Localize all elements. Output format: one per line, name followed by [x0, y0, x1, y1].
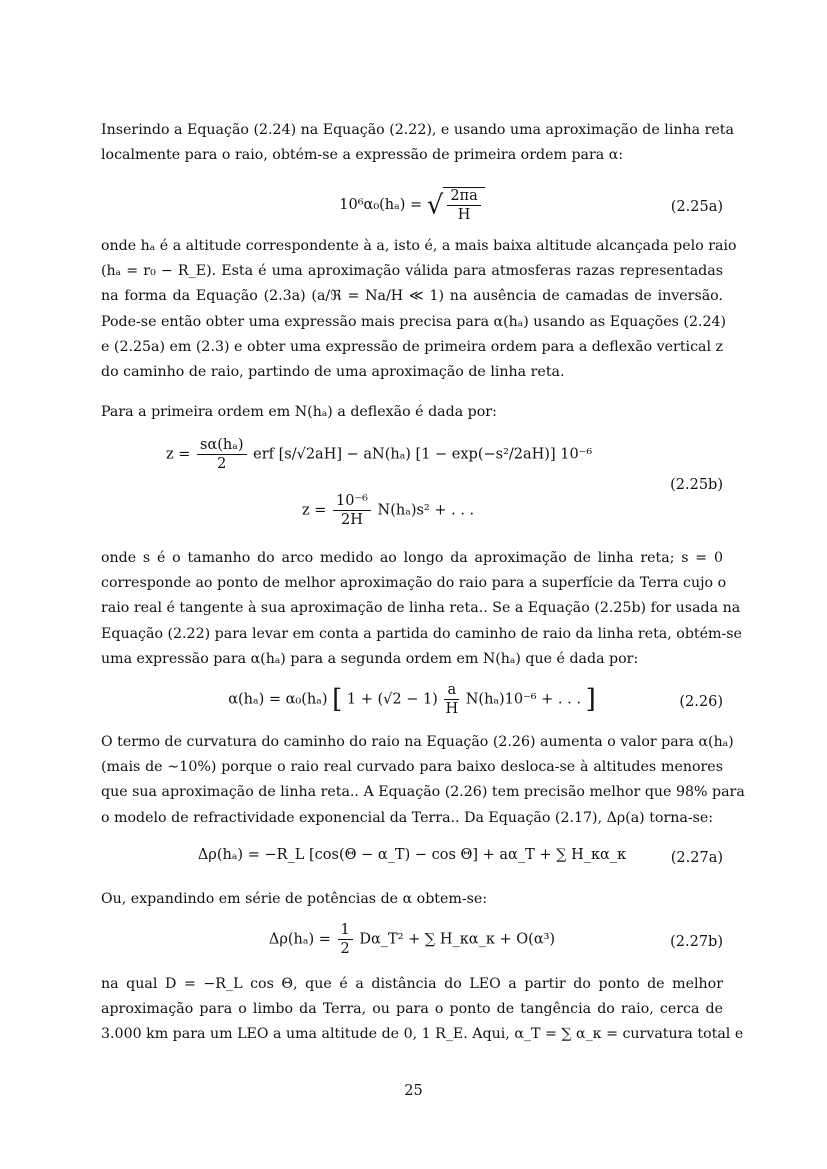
paragraph-2: [101, 234, 737, 385]
text-line: na qual D = −R_L cos Θ, que é a distância do LEO a partir do ponto de melhor: [101, 976, 723, 992]
text-line: O termo de curvatura do caminho do raio na Equação (2.26) aumenta o valor para α(hₐ): [101, 734, 734, 750]
text-line: do caminho de raio, partindo de uma aproximação de linha reta.: [101, 364, 565, 381]
equation-number: (2.27b): [670, 934, 723, 950]
paragraph-4: [101, 546, 742, 672]
equation-number: (2.25a): [670, 199, 723, 215]
fraction-denominator: H: [445, 701, 459, 717]
text-line: uma expressão para α(hₐ) para a segunda ordem em N(hₐ) que é dada por:: [101, 650, 639, 667]
fraction-numerator: 2πa: [447, 188, 480, 206]
square-root: √ $\frac{2\pi a}{H}$: [427, 187, 485, 223]
text-line: corresponde ao ponto de melhor aproximação do raio para a superfície da Terra cujo o: [101, 575, 727, 592]
equation-2-27a: [101, 843, 723, 873]
equation-number: (2.26): [679, 694, 723, 710]
equation-lhs: α(hₐ) = α₀(hₐ): [228, 691, 328, 708]
paragraph-5: [101, 730, 745, 831]
equation-pre: 1 + (√2 − 1): [346, 691, 438, 708]
fraction-denominator: 2: [217, 456, 227, 472]
paragraph-6: [101, 887, 723, 912]
text-line: Para a primeira ordem em N(hₐ) a deflexão é dada por:: [101, 404, 497, 420]
text-line: o modelo de refractividade exponencial da Terra.. Da Equação (2.17), Δρ(a) torna-se:: [101, 809, 714, 826]
equation-2-25b: [101, 437, 723, 533]
text-line: e (2.25a) em (2.3) e obter uma expressão de primeira ordem para a deflexão vertical z: [101, 338, 723, 355]
text-line: Ou, expandindo em série de potências de α obtem-se:: [101, 891, 488, 907]
text-line: na forma da Equação (2.3a) (a/ℜ = Na/H ≪ 1) na ausência de camadas de inversão.: [101, 288, 723, 305]
equation-lhs: Δρ(hₐ) =: [268, 931, 331, 948]
text-line: localmente para o raio, obtém-se a expressão de primeira ordem para α:: [101, 147, 624, 164]
text-line: onde hₐ é a altitude correspondente à a, isto é, a mais baixa altitude alcançada pelo raio: [101, 238, 737, 254]
equation-lhs: 10⁶α₀(hₐ) =: [339, 197, 423, 213]
equation-lhs: z =: [302, 502, 327, 519]
text-line: Equação (2.22) para levar em conta a partida do caminho de raio da linha reta, obtém-se: [101, 625, 742, 642]
fraction-numerator: sα(hₐ): [197, 437, 246, 455]
text-line: (hₐ = r₀ − R_E). Esta é uma aproximação válida para atmosferas razas representadas: [101, 263, 723, 280]
text-line: aproximação para o limbo da Terra, ou para o ponto de tangência do raio, cerca de: [101, 1001, 723, 1018]
fraction-numerator: 1: [338, 922, 353, 940]
text-line: onde s é o tamanho do arco medido ao longo da aproximação de linha reta; s = 0: [101, 550, 723, 566]
equation-2-27b: [101, 922, 723, 962]
equation-2-26: α(hₐ) = α₀(hₐ) [ 1 + (√2 − 1) $\frac{a}{H}$ N(hₐ)10⁻⁶ + . . . ] (2.26): [228, 682, 723, 717]
equation-lhs: z =: [166, 446, 191, 463]
paragraph-7: [101, 972, 744, 1048]
page-number: 25: [404, 1083, 423, 1099]
fraction-denominator: H: [457, 207, 471, 223]
equation-post: N(hₐ)10⁻⁶ + . . .: [465, 691, 581, 708]
text-line: que sua aproximação de linha reta.. A Equação (2.26) tem precisão melhor que 98% para: [101, 784, 745, 801]
equation-number: (2.27a): [670, 850, 723, 866]
fraction-numerator: 10⁻⁶: [333, 493, 371, 511]
equation-rhs: Dα_T² + ∑ H_κα_κ + O(α³): [359, 931, 556, 948]
equation-2-25a: [101, 187, 723, 227]
fraction-denominator: 2: [340, 941, 350, 957]
text-line: 3.000 km para um LEO a uma altitude de 0, 1 R_E. Aqui, α_T = ∑ α_κ = curvatura total e: [101, 1026, 744, 1043]
equation-rhs: N(hₐ)s² + . . .: [377, 502, 475, 519]
fraction-denominator: 2H: [341, 512, 363, 528]
paragraph-3: [101, 400, 723, 425]
text-line: Pode-se então obter uma expressão mais precisa para α(hₐ) usando as Equações (2.24): [101, 313, 727, 330]
equation-number: (2.25b): [670, 477, 723, 493]
equation-rhs: erf [s/√2aH] − aN(hₐ) [1 − exp(−s²/2aH)] 10⁻⁶: [253, 446, 593, 463]
text-line: (mais de ∼10%) porque o raio real curvado para baixo desloca-se à altitudes menores: [101, 759, 723, 776]
text-line: raio real é tangente à sua aproximação de linha reta.. Se a Equação (2.25b) for usada na: [101, 600, 741, 617]
paragraph-1: [101, 118, 734, 168]
text-line: Inserindo a Equação (2.24) na Equação (2.22), e usando uma aproximação de linha reta: [101, 122, 734, 138]
equation-expression: Δρ(hₐ) = −R_L [cos(Θ − α_T) − cos Θ] + aα_T + ∑ H_κα_κ: [197, 847, 627, 863]
fraction-numerator: a: [444, 682, 459, 700]
